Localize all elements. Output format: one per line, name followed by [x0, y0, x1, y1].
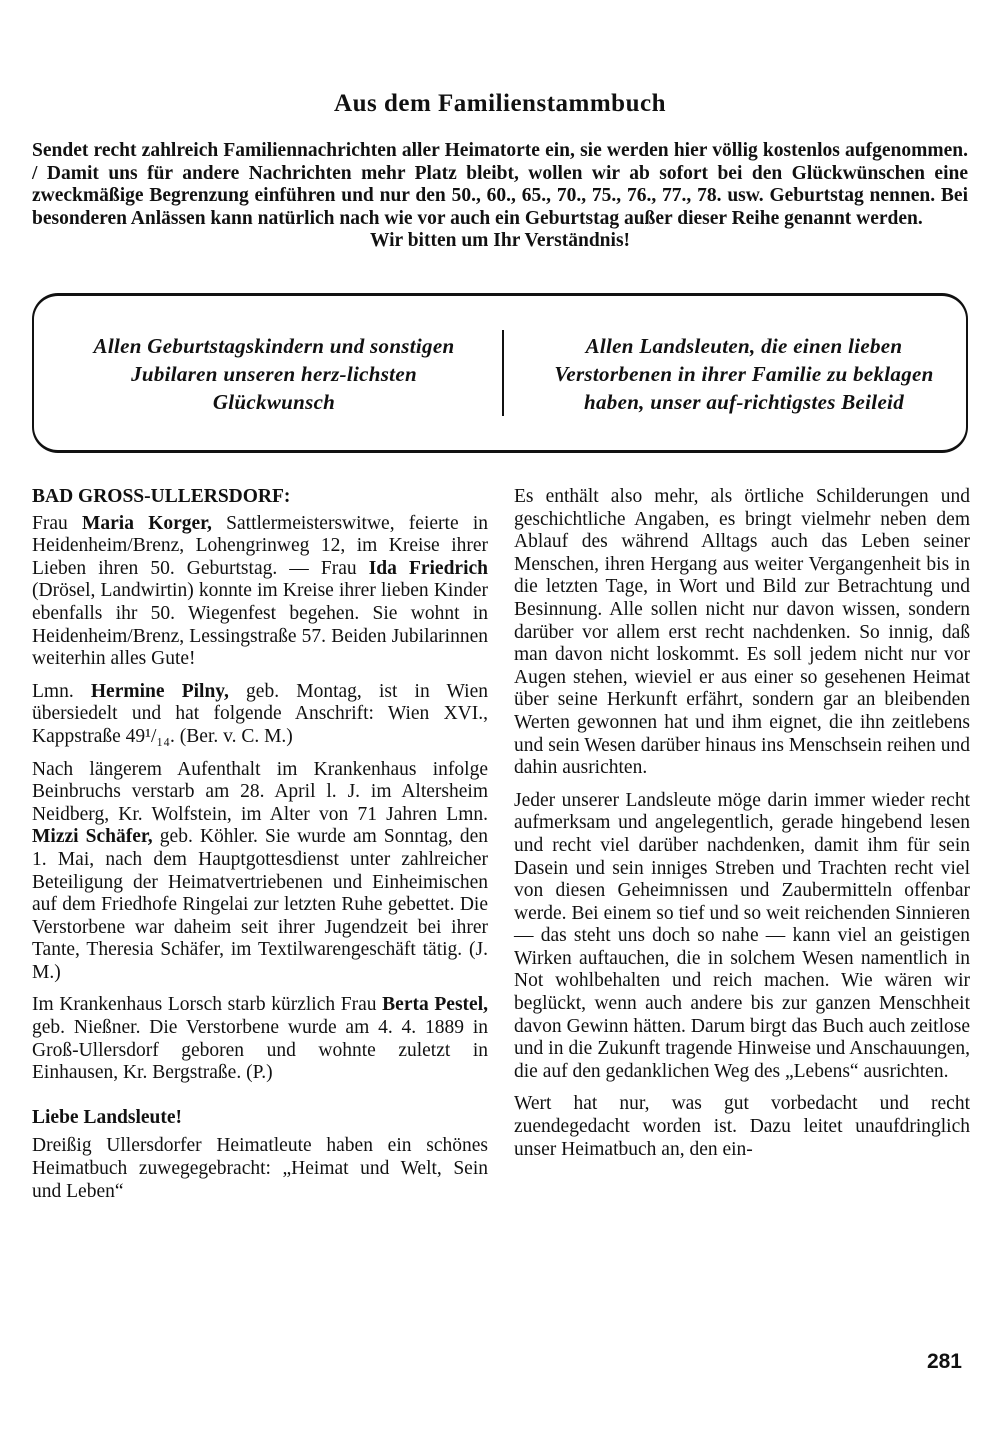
person-name: Berta Pestel, [382, 994, 488, 1016]
book-paragraph-1: Es enthält also mehr, als örtliche Schilderungen und geschichtliche Angaben, es bringt vielmehr neben dem Ablauf des während Alltags auch das Leben seiner Menschen, ihren Hergang aus weiter Vergangenheit bis in die letzten Tage, in Wort und Bild zur Betrachtung und Besinnung. Alle sollen nicht nur davon wissen, sondern darüber vor allem erst recht nachdenken. So innig, daß man davon nicht loskommt. Es soll jedem nicht nur vor Augen stehen, wieviel er aus einer so gesehenen Heimat über seine Herkunft erfährt, sondern gar an bleibenden Werten gewonnen hat und ihm eignet, die ihn zeitlebens und sein Wesen darüber hinaus ins Menschsein reihen und dahin ausrichten. [514, 486, 970, 779]
book-paragraph-2: Jeder unserer Landsleute möge darin immer wieder recht aufmerksam und angelegentlich, gerade hingebend lesen und recht viel darüber nachdenken, damit ihm für sein Dasein und sein inniges Streben und Trachten recht viel von diesen Geheimnissen und Zaubermitteln offenbar werde. Bei einem so tief und so weit reichenden Sinnieren — das steht uns doch so nahe — kann viel an geistigen Wirken auftauchen, die in solchem Wesen namentlich in Not wohlbehalten und reich machen. Wie wären wir beglückt, wenn auch andere bis zur ganzen Menschheit davon Gewinn hätten. Darum birgt das Buch auch zeitlose und in die Zukunft tragende Hinweise und Anschauungen, die auf den gedanklichen Weg des „Lebens“ ausrichten. [514, 789, 970, 1082]
left-column [32, 486, 488, 1213]
greeting-box [32, 293, 968, 453]
box-divider [502, 330, 504, 416]
intro-closing: Wir bitten um Ihr Verständnis! [369, 230, 631, 251]
birthday-greeting: Allen Geburtstagskindern und sonstigen Jubilaren unseren herz-lichsten Glückwunsch [93, 334, 455, 414]
person-name: Maria Korger, [81, 512, 212, 534]
person-name: Ida Friedrich [368, 557, 488, 579]
person-name: Hermine Pilny, [90, 680, 229, 702]
news-item-pestel: Im Krankenhaus Lorsch starb kürzlich Frau Berta Pestel, geb. Nießner. Die Verstorbene wurde am 4. 4. 1889 in Groß-Ullersdorf geboren und wohnte zuletzt in Einhausen, Kr. Bergstraße. (P.) [32, 994, 488, 1084]
news-item-korger: Frau Maria Korger, Sattlermeisterswitwe, feierte in Heidenheim/Brenz, Lohengrinweg 12, im Kreise ihrer Lieben ihren 50. Geburtstag. — Frau Ida Friedrich (Drösel, Landwirtin) konnte im Kreise ihrer lieben Kinder ebenfalls ihr 50. Wiegenfest begehen. Sie wohnt in Heidenheim/Brenz, Lessingstraße 57. Beiden Jubilarinnen weiterhin alles Gute! [32, 512, 488, 670]
book-paragraph-3: Wert hat nur, was gut vorbedacht und recht zuendegedacht worden ist. Dazu leitet unaufdringlich unser Heimatbuch an, den ein- [514, 1093, 970, 1160]
intro-text: Sendet recht zahlreich Familiennachrichten aller Heimatorte ein, sie werden hier völlig kostenlos aufgenommen. / Damit uns für andere Nachrichten mehr Platz bleibt, wollen wir ab sofort bei den Glückwünschen eine zweckmäßige Begrenzung einführen und nur den 50., 60., 65., 70., 75., 76., 77., 78. usw. Geburtstag nennen. Bei besonderen Anlässen kann natürlich nach wie vor auch ein Geburtstag außer dieser Reihe genannt werden. [32, 140, 968, 229]
condolence-greeting: Allen Landsleuten, die einen lieben Verstorbenen in ihrer Familie zu beklagen haben, unser auf-richtigstes Beileid [554, 334, 934, 414]
intro-notice [32, 140, 968, 253]
section-heading-landsleute: Liebe Landsleute! [32, 1106, 183, 1128]
section-heading: BAD GROSS-ULLERSDORF: [32, 486, 291, 507]
page-number: 281 [926, 1350, 962, 1373]
book-intro: Dreißig Ullersdorfer Heimatleute haben ein schönes Heimatbuch zuwegegebracht: „Heimat und Welt, Sein und Leben“ [32, 1135, 488, 1202]
right-column [514, 486, 970, 1171]
news-item-schaefer: Nach längerem Aufenthalt im Krankenhaus infolge Beinbruchs verstarb am 28. April l. J. im Altersheim Neidberg, Kr. Wolfstein, im Alter von 71 Jahren Lmn. Mizzi Schäfer, geb. Köhler. Sie wurde am Sonntag, den 1. Mai, nach dem Hauptgottesdienst unter zahlreicher Beteiligung der Heimatvertriebenen und Einheimischen auf dem Friedhofe Ringelai zur letzten Ruhe gebettet. Die Verstorbene war daheim seit ihrer Jugendzeit bei ihrer Tante, Theresia Schäfer, im Textilwarengeschäft tätig. (J. M.) [32, 758, 488, 983]
person-name: Mizzi Schäfer, [32, 826, 153, 848]
news-item-pilny: Lmn. Hermine Pilny, geb. Montag, ist in Wien übersiedelt und hat folgende Anschrift: Wien XVI., Kappstraße 49¹/₁₄. (Ber. v. C. M.) [32, 680, 488, 747]
page-title: Aus dem Familienstammbuch [334, 90, 666, 117]
